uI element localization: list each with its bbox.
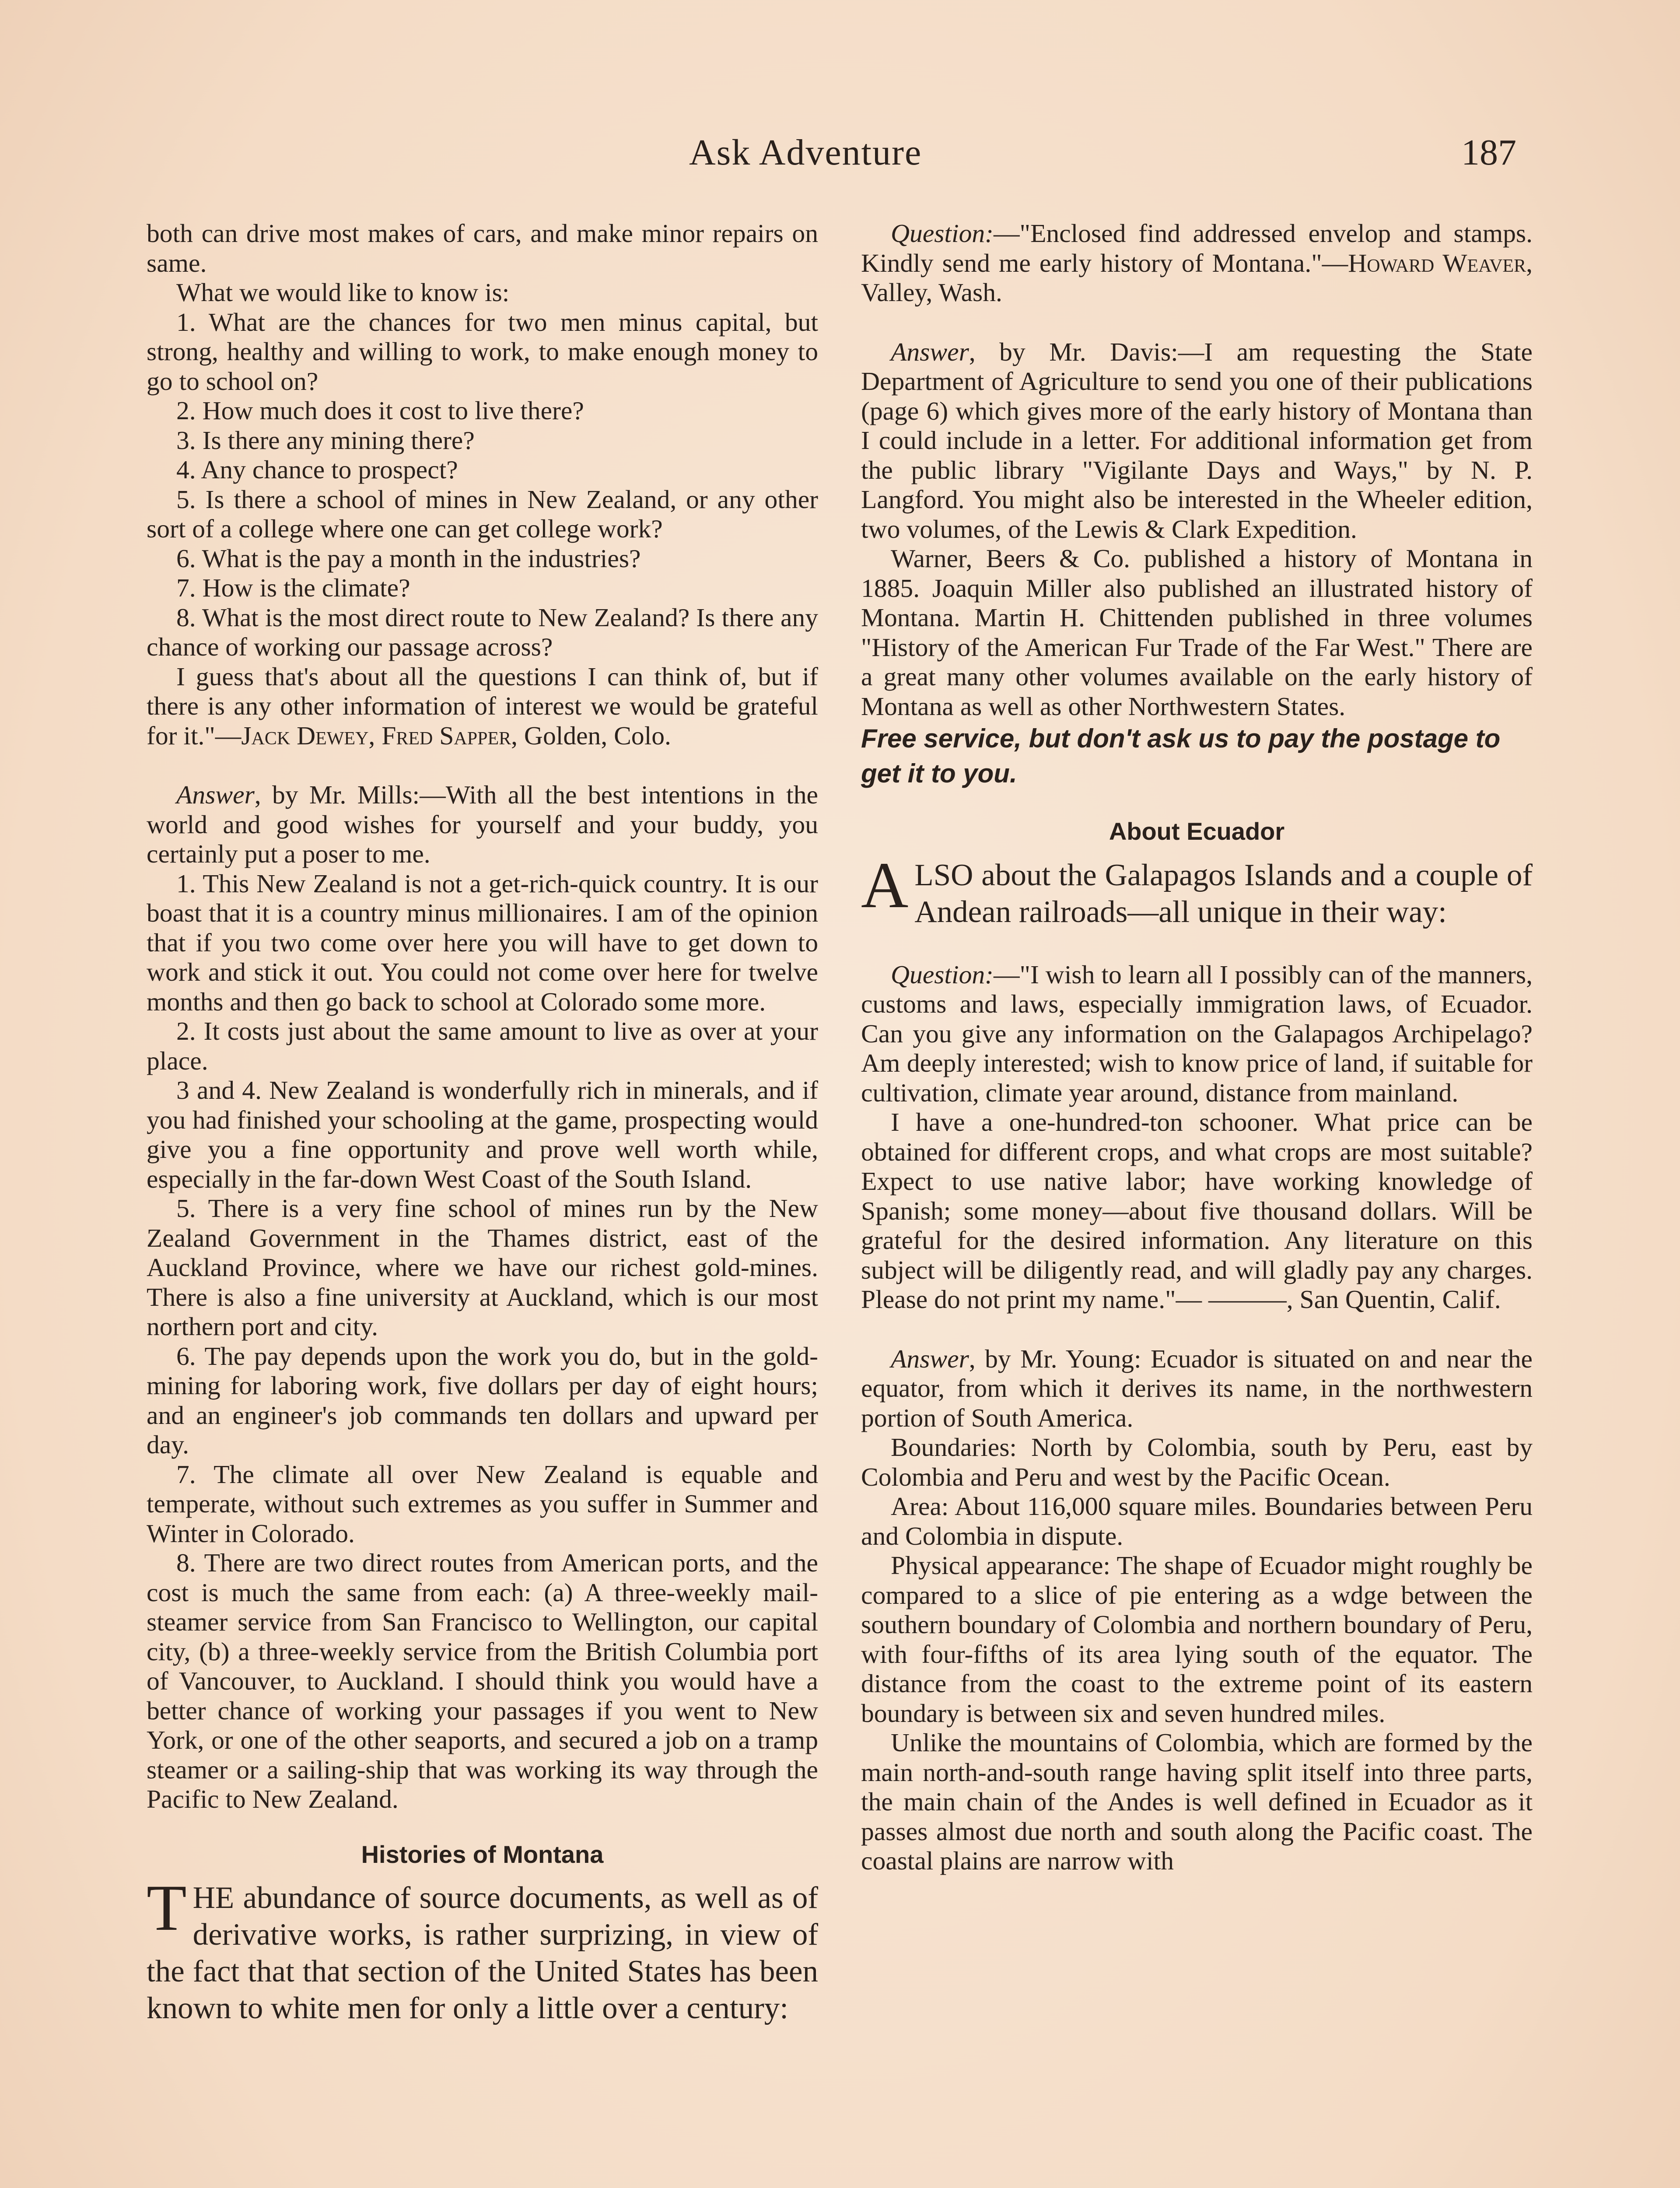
paragraph: Physical appearance: The shape of Ecuador might roughly be compared to a slice of pie entering as a wdge between the southern boundary of Colombia and northern boundary of Peru, with four-fifths of its area lying south of the equator. The distance from the coast to the extreme point of its eastern boundary is between six and seven hundred miles. (861, 1551, 1533, 1728)
question-item: 4. Any chance to prospect? (176, 455, 458, 484)
paragraph: Warner, Beers & Co. published a history of Montana in 1885. Joaquin Miller also published an illustrated history of Montana. Martin H. Chittenden published in three volumes "History of the American Fur Trade of the Far West." There are a great many other volumes available on the early history of Montana as well as other Northwestern States. (861, 544, 1533, 721)
answer-item: 8. There are two direct routes from American ports, and the cost is much the same from each: (a) A three-weekly mail-steamer service from San Francisco to Wellington, our capital city, (b) a three-weekly service from the British Columbia port of Vancouver, to Auckland. I should think you would have a better chance of working your passages if you went to New York, or one of the other seaports, and secured a job on a tramp steamer or a sailing-ship that was working its way through the Pacific to New Zealand. (147, 1548, 818, 1813)
question: Question:—"I wish to learn all I possibly can of the manners, customs and laws, especially immigration laws, of Ecuador. Can you give any information on the Galapagos Archipelago? Am deeply interested; wish to know price of land, if suitable for cultivation, climate year around, distance from mainland. (861, 960, 1533, 1107)
lead-paragraph: THE abundance of source documents, as well as of derivative works, is rather surprizing, in view of the fact that that section of the United States has been known to white men for only a little over a century: (147, 1872, 818, 2025)
answer-label: Answer (891, 337, 969, 366)
answer-item: 7. The climate all over New Zealand is equable and temperate, without such extremes as you suffer in Summer and Winter in Colorado. (147, 1459, 818, 1548)
paragraph: Boundaries: North by Colombia, south by Peru, east by Colombia and Peru and west by the Pacific Ocean. (861, 1433, 1533, 1491)
signature: Jack Dewey, Fred Sapper (241, 721, 511, 750)
lead-paragraph: ALSO about the Galapagos Islands and a couple of Andean railroads—all unique in their way: (861, 849, 1533, 929)
question-label: Question: (891, 219, 994, 248)
section-heading-montana: Histories of Montana (361, 1840, 604, 1868)
signature: Howard Weaver (1348, 248, 1526, 277)
answer-item: 5. There is a very fine school of mines run by the New Zealand Government in the Thames district, east of the Auckland Province, where we have our richest gold-mines. There is also a fine university at Auckland, which is our most northern port and city. (147, 1194, 818, 1341)
answer-label: Answer (176, 780, 255, 809)
paragraph: Area: About 116,000 square miles. Boundaries between Peru and Colombia in dispute. (861, 1492, 1533, 1550)
answer: Answer, by Mr. Young: Ecuador is situated on and near the equator, from which it derives its name, in the northwestern portion of South America. (861, 1344, 1533, 1432)
free-service-notice: Free service, but don't ask us to pay the postage to get it to you. (861, 724, 1501, 788)
question-item: 6. What is the pay a month in the industries? (176, 543, 641, 573)
question-item: 1. What are the chances for two men minus capital, but strong, healthy and willing to work, to make enough money to go to school on? (147, 307, 818, 396)
paragraph: What we would like to know is: (176, 278, 510, 307)
question-item: 2. How much does it cost to live there? (176, 396, 584, 425)
answer-item: 3 and 4. New Zealand is wonderfully rich in minerals, and if you had finished your schooling at the game, prospecting would give you a fine opportunity and prove well worth while, especially in the far-down West Coast of the South Island. (147, 1076, 818, 1193)
answer: Answer, by Mr. Davis:—I am requesting the State Department of Agriculture to send you one of their publications (page 6) which gives more of the early history of Montana than I could include in a letter. For additional information get from the public library "Vigilante Days and Ways," by N. P. Langford. You might also be interested in the Wheeler edition, two volumes, of the Lewis & Clark Expedition. (861, 337, 1533, 543)
question: Question:—"Enclosed find addressed envelop and stamps. Kindly send me early history of Montana."—Howard Weaver, Valley, Wash. (861, 219, 1533, 307)
drop-cap: A (861, 849, 909, 922)
question-item: 5. Is there a school of mines in New Zealand, or any other sort of a college where one can get college work? (147, 484, 818, 543)
question-item: 8. What is the most direct route to New Zealand? Is there any chance of working our passage across? (147, 603, 818, 661)
answer-intro: Answer, by Mr. Mills:—With all the best intentions in the world and good wishes for yourself and your buddy, you certainly put a poser to me. (147, 780, 818, 868)
running-title: Ask Adventure (689, 132, 922, 173)
paragraph: Unlike the mountains of Colombia, which are formed by the main north-and-south range having split itself into three parts, the main chain of the Andes is well defined in Ecuador as it passes almost due north and south along the Pacific coast. The coastal plains are narrow with (861, 1728, 1533, 1875)
answer-label: Answer (891, 1344, 969, 1373)
answer-item: 1. This New Zealand is not a get-rich-quick country. It is our boast that it is a country minus millionaires. I am of the opinion that if you two come over here you will have to get down to work and stick it out. You could not come over here for twelve months and then go back to school at Colorado some more. (147, 869, 818, 1016)
question-item: 7. How is the climate? (176, 573, 410, 602)
page-header (0, 131, 1680, 184)
letter-closing: I guess that's about all the questions I can think of, but if there is any other information of interest we would be grateful for it."—Jack Dewey, Fred Sapper, Golden, Colo. (147, 662, 818, 750)
paragraph: both can drive most makes of cars, and make minor repairs on same. (147, 219, 818, 277)
section-heading-ecuador: About Ecuador (1109, 817, 1285, 845)
page-number: 187 (1461, 132, 1516, 173)
paragraph: I have a one-hundred-ton schooner. What price can be obtained for different crops, and what crops are most suitable? Expect to use native labor; have working knowledge of Spanish; some money—about five thousand dollars. Will be grateful for the desired information. Any literature on this subject will be diligently read, and will gladly pay any charges. Please do not print my name."— ———, San Quentin, Calif. (861, 1108, 1533, 1314)
question-label: Question: (891, 960, 994, 989)
question-item: 3. Is there any mining there? (176, 425, 475, 455)
drop-cap: T (147, 1872, 187, 1944)
left-column (147, 219, 818, 2027)
answer-item: 6. The pay depends upon the work you do, but in the gold-mining for laboring work, five dollars per day of eight hours; and an engineer's job commands ten dollars and upward per day. (147, 1341, 818, 1459)
answer-item: 2. It costs just about the same amount to live as over at your place. (147, 1017, 818, 1075)
right-column (861, 219, 1533, 1876)
